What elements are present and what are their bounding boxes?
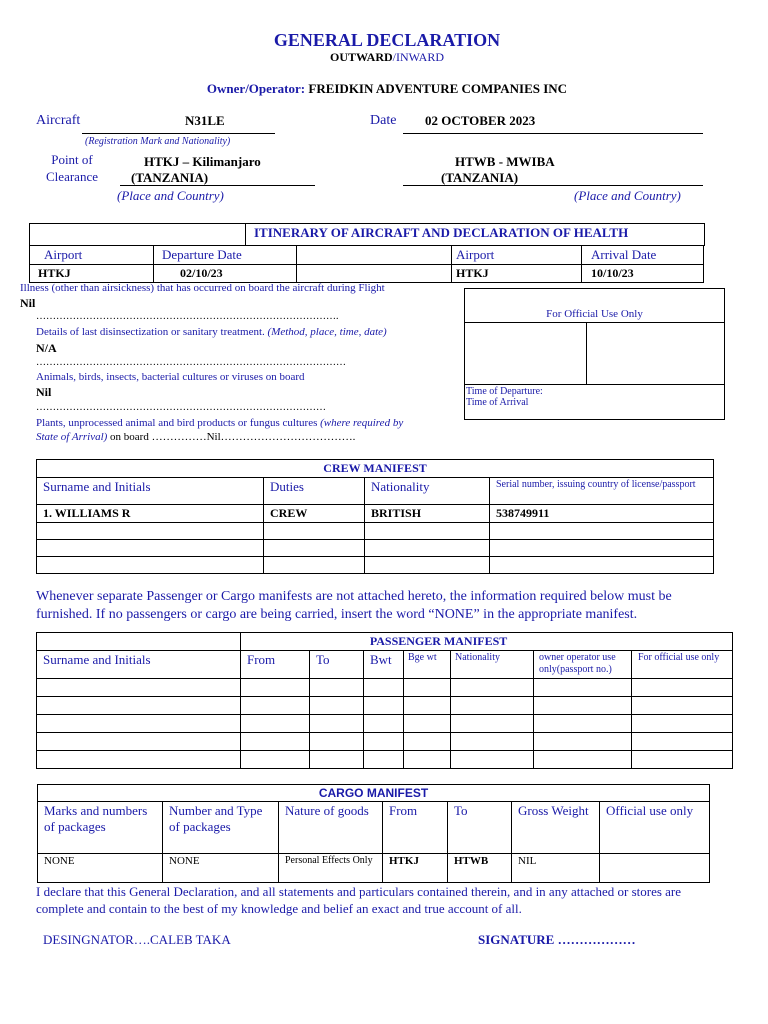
passenger-header-nationality: Nationality [451, 651, 534, 679]
inward-label: /INWARD [392, 50, 444, 64]
cargo-official [600, 854, 710, 883]
cargo-header-nature: Nature of goods [279, 802, 383, 854]
cargo-data-row [38, 854, 710, 883]
cargo-header-to: To [448, 802, 512, 854]
direction-label [0, 50, 768, 65]
passenger-empty-row [37, 697, 733, 715]
cargo-number-type: NONE [163, 854, 279, 883]
itinerary-arr-airport: HTKJ [452, 265, 582, 283]
animals-value: Nil [36, 385, 52, 399]
cargo-header-number-type: Number and Type of packages [163, 802, 279, 854]
dots-1: ………………………………………………………………………………. [36, 311, 339, 322]
itinerary-blank [297, 265, 452, 283]
cargo-header-official: Official use only [600, 802, 710, 854]
disinsect-label-italic: (Method, place, time, date) [267, 326, 387, 338]
passenger-header-row [37, 651, 733, 679]
crew-manifest-table [36, 459, 714, 574]
date-value: 02 OCTOBER 2023 [425, 113, 536, 128]
clearance-left-1: HTKJ – Kilimanjaro [144, 154, 261, 169]
passenger-header-surname: Surname and Initials [37, 651, 241, 679]
cargo-gross-weight: NIL [512, 854, 600, 883]
dots-3: …………………………………………………………………………… [36, 402, 326, 413]
plants-label-text: Plants, unprocessed animal and bird products or fungus cultures [36, 417, 321, 429]
crew-serial: 538749911 [490, 505, 714, 523]
clearance-label [38, 151, 106, 185]
passenger-title-spacer [37, 633, 241, 651]
aircraft-label: Aircraft [36, 113, 81, 128]
itinerary-table [29, 245, 704, 283]
aircraft-value: N31LE [185, 113, 225, 128]
clearance-left-2: (TANZANIA) [131, 170, 209, 185]
clearance-label-line2: Clearance [46, 169, 98, 184]
plants-value: on board ……………Nil………………………………. [107, 431, 356, 443]
crew-header-surname: Surname and Initials [37, 478, 264, 505]
passenger-empty-row [37, 733, 733, 751]
passenger-empty-row [37, 751, 733, 769]
passenger-manifest-table [36, 632, 733, 769]
crew-empty-row [37, 540, 714, 557]
passenger-empty-row [37, 679, 733, 697]
declaration-text: I declare that this General Declaration, and all statements and particulars contained therein, and in any attached or stores are complete and contain to the best of my knowledge and belief an exact and true account of all. [36, 884, 682, 916]
disinsect-value: N/A [36, 341, 57, 355]
passenger-header-from: From [241, 651, 310, 679]
passenger-header-official-use: For official use only [632, 651, 733, 679]
plants-label-2 [36, 431, 355, 443]
cargo-from: HTKJ [383, 854, 448, 883]
owner-label: Owner/Operator: [206, 81, 306, 96]
crew-header-nationality: Nationality [365, 478, 490, 505]
cargo-manifest-table [37, 784, 710, 883]
itinerary-dep-date: 02/10/23 [154, 265, 297, 283]
designator: DESINGNATOR….CALEB TAKA [43, 932, 231, 947]
itinerary-header-row [30, 246, 704, 265]
illness-label: Illness (other than airsickness) that has occurred on board the aircraft during Flight [20, 282, 385, 294]
itinerary-data-row [30, 265, 704, 283]
itinerary-header-airport-dep: Airport [30, 246, 154, 265]
notice-text: Whenever separate Passenger or Cargo manifests are not attached hereto, the information required below must be furnished. If no passengers or cargo are being carried, insert the word “NONE” in the appropriate manifest. [36, 589, 672, 622]
place-note-right: (Place and Country) [574, 188, 681, 203]
crew-nationality: BRITISH [365, 505, 490, 523]
registration-note: (Registration Mark and Nationality) [85, 136, 231, 147]
clearance-right-1: HTWB - MWIBA [455, 154, 555, 169]
plants-label-2-italic: State of Arrival) [36, 431, 108, 443]
clearance-right-2: (TANZANIA) [441, 170, 519, 185]
crew-empty-row [37, 557, 714, 574]
passenger-manifest-title: PASSENGER MANIFEST [241, 633, 733, 651]
crew-duties: CREW [264, 505, 365, 523]
cargo-header-gross-weight: Gross Weight [512, 802, 600, 854]
crew-manifest-title: CREW MANIFEST [37, 460, 714, 478]
illness-value: Nil [20, 296, 36, 310]
cargo-nature: Personal Effects Only [279, 854, 383, 883]
passenger-header-bwt: Bwt [364, 651, 404, 679]
passenger-header-bgewt: Bge wt [404, 651, 451, 679]
animals-label: Animals, birds, insects, bacterial cultures or viruses on board [36, 371, 305, 383]
passenger-empty-row [37, 715, 733, 733]
itinerary-header-airport-arr: Airport [452, 246, 582, 265]
dots-2: ………………………………………………………………………………… [36, 357, 346, 368]
cargo-header-row [38, 802, 710, 854]
page-title: GENERAL DECLARATION [273, 30, 501, 50]
place-note-left: (Place and Country) [117, 188, 224, 203]
crew-header-serial: Serial number, issuing country of license/passport [490, 478, 714, 505]
owner-operator [0, 81, 768, 97]
cargo-manifest-title: CARGO MANIFEST [38, 785, 710, 802]
crew-surname: 1. WILLIAMS R [37, 505, 264, 523]
plants-label-italic: (where required by [320, 417, 404, 429]
time-of-departure: Time of Departure: [466, 386, 543, 397]
itinerary-title: ITINERARY OF AIRCRAFT AND DECLARATION OF HEALTH [254, 225, 629, 240]
cargo-to: HTWB [448, 854, 512, 883]
plants-label [36, 417, 403, 429]
cargo-header-from: From [383, 802, 448, 854]
itinerary-dep-airport: HTKJ [30, 265, 154, 283]
date-label: Date [370, 113, 397, 128]
clearance-label-line1: Point of [51, 152, 93, 167]
crew-header-duties: Duties [264, 478, 365, 505]
disinsect-label [36, 326, 387, 338]
itinerary-arr-date: 10/10/23 [582, 265, 704, 283]
crew-row [37, 505, 714, 523]
cargo-header-marks: Marks and numbers of packages [38, 802, 163, 854]
passenger-header-owner-use: owner operator use only(passport no.) [534, 651, 632, 679]
cargo-marks: NONE [38, 854, 163, 883]
itinerary-header-blank [297, 246, 452, 265]
itinerary-header-arrival-date: Arrival Date [582, 246, 704, 265]
itinerary-header-departure-date: Departure Date [154, 246, 297, 265]
time-of-arrival: Time of Arrival [466, 397, 529, 408]
crew-empty-row [37, 523, 714, 540]
outward-label: OUTWARD [330, 50, 393, 64]
signature: SIGNATURE ……………… [478, 932, 636, 947]
disinsect-label-text: Details of last disinsectization or sanitary treatment. [36, 326, 268, 338]
crew-header-row [37, 478, 714, 505]
passenger-header-to: To [310, 651, 364, 679]
owner-value: FREIDKIN ADVENTURE COMPANIES INC [308, 81, 568, 96]
official-use-title: For Official Use Only [546, 308, 643, 320]
